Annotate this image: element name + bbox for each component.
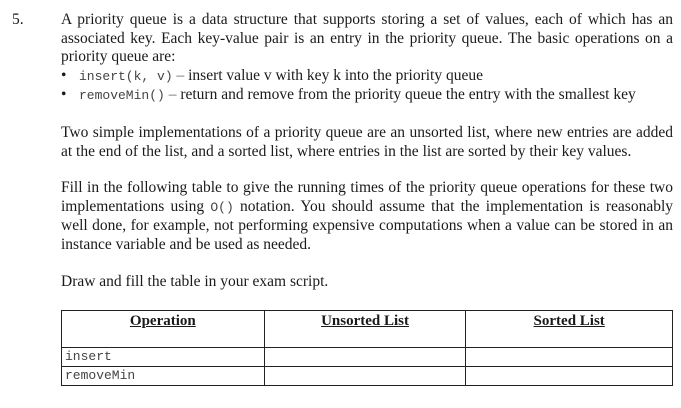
table-row [62, 367, 673, 386]
operation-list [61, 67, 673, 106]
operation-code: insert(k, v) [79, 68, 173, 84]
cell-operation: removeMin [62, 367, 265, 386]
separator-dash: – [168, 86, 177, 104]
table-header-row [62, 311, 673, 348]
big-o-notation: O() [210, 199, 234, 215]
header-unsorted-list: Unsorted List [264, 311, 466, 348]
bullet-icon: • [61, 66, 67, 84]
table-row [62, 348, 673, 367]
cell-sorted [466, 348, 673, 367]
operation-code: removeMin() [79, 88, 165, 104]
operation-description: return and remove from the priority queue the entry with the smallest key [180, 86, 636, 104]
list-item [61, 86, 673, 106]
cell-operation: insert [62, 348, 265, 367]
header-sorted-list: Sorted List [466, 311, 673, 348]
question-number: 5. [12, 11, 24, 28]
implementations-paragraph: Two simple implementations of a priority queue are an unsorted list, where new entries are added at the end of the list, and a sorted list, where entries in the list are sorted by their key values. [61, 123, 673, 160]
operation-description: insert value v with key k into the priority queue [188, 66, 483, 84]
cell-sorted [466, 367, 673, 386]
list-item [61, 67, 673, 87]
instructions-text-start: Fill in the following table to give the running times of the priority queue operations for these two implementations using [61, 179, 673, 215]
instructions-text-end: notation. You should assume that the implementation is reasonably well done, for example, not performing expensive computations when a value can be stored in an instance variable and be used as needed. [61, 197, 674, 253]
cell-unsorted [264, 348, 466, 367]
header-operation: Operation [62, 311, 265, 348]
draw-table-instruction: Draw and fill the table in your exam script. [61, 272, 329, 290]
separator-dash: – [176, 66, 185, 84]
intro-paragraph: A priority queue is a data structure that supports storing a set of values, each of which has an associated key. Each key-value pair is an entry in the priority queue. The basic operations on a priority queue are: [61, 11, 673, 66]
instructions-paragraph [61, 179, 673, 254]
question-body [61, 11, 673, 291]
answer-table [61, 310, 673, 386]
cell-unsorted [264, 367, 466, 386]
bullet-icon: • [61, 86, 67, 104]
